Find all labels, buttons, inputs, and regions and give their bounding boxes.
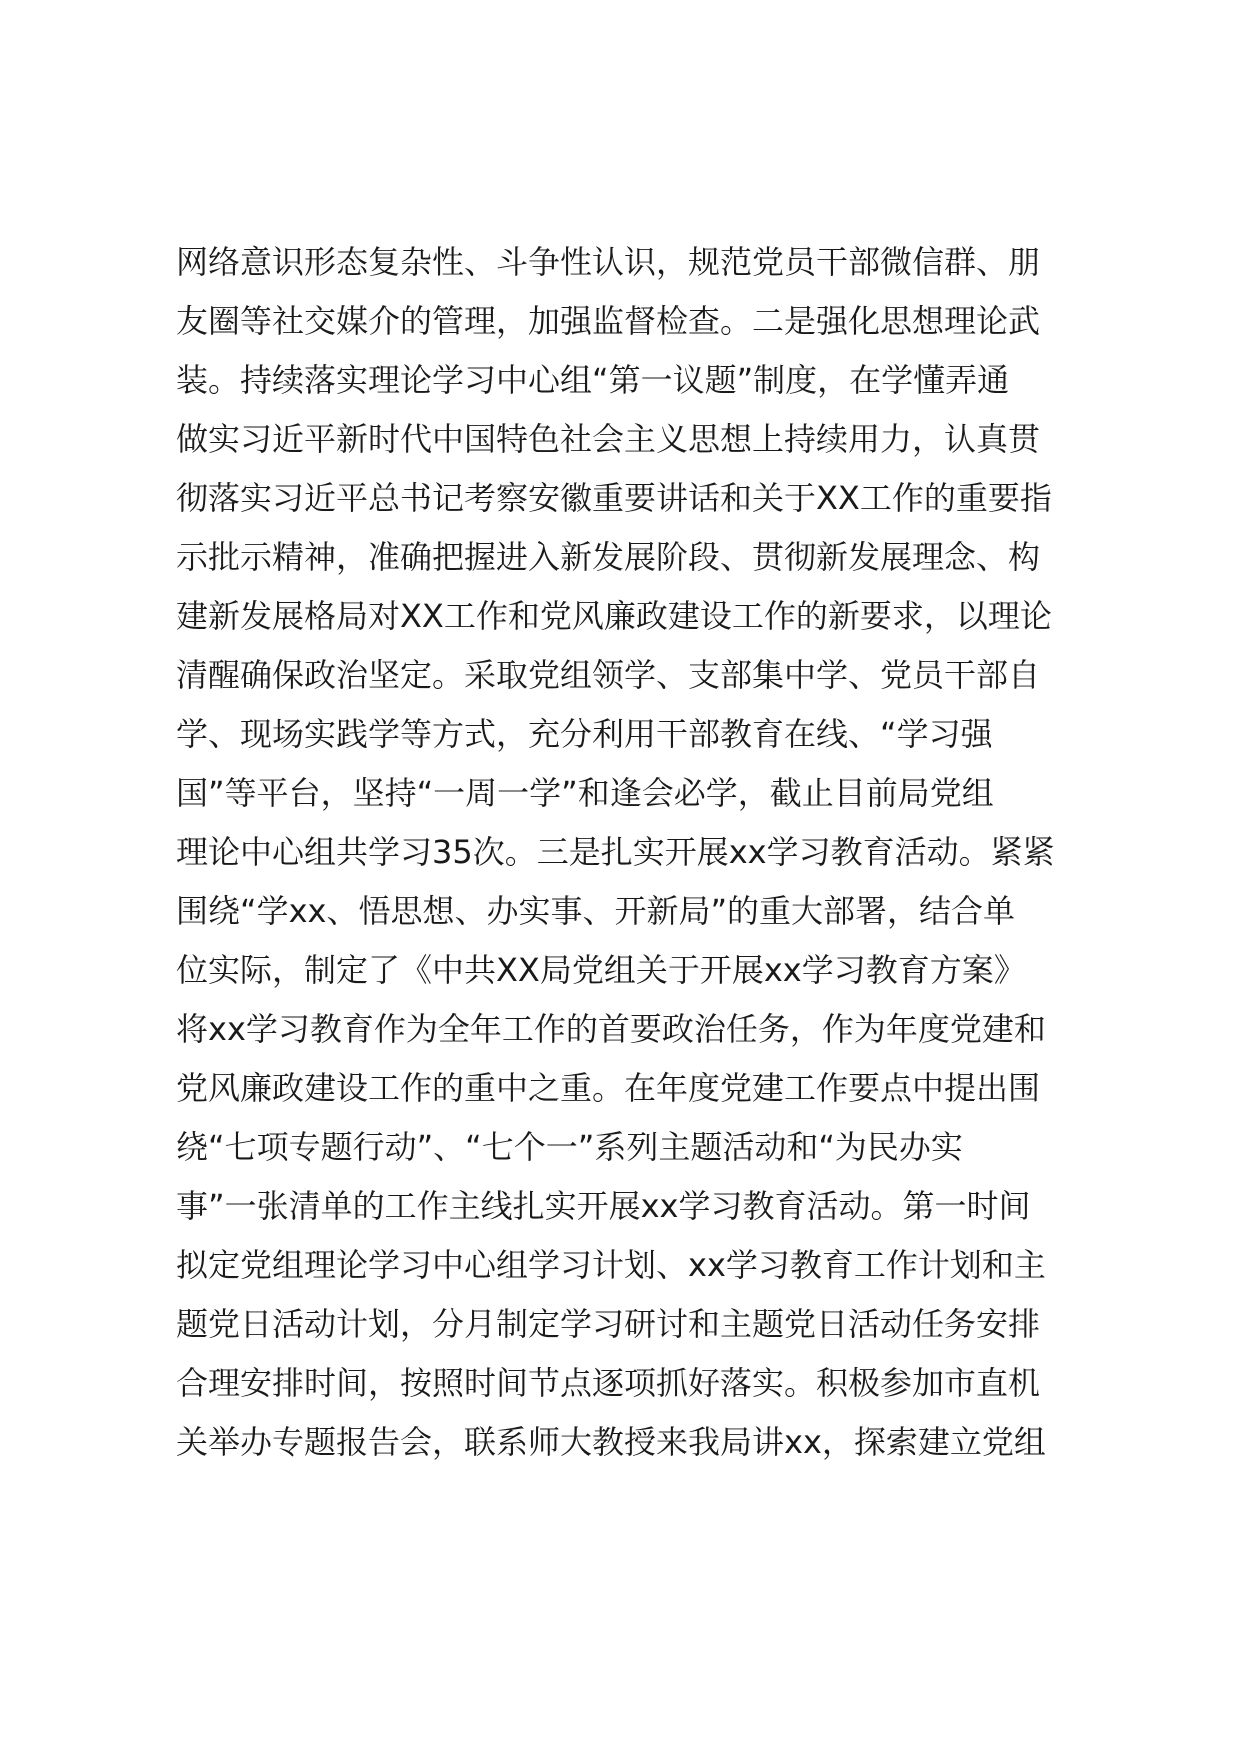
text-line: 关举办专题报告会，联系师大教授来我局讲xx，探索建立党组: [176, 1423, 1046, 1461]
text-line: 党风廉政建设工作的重中之重。在年度党建工作要点中提出围: [176, 1069, 1041, 1107]
text-line: 彻落实习近平总书记考察安徽重要讲话和关于XX工作的重要指: [176, 479, 1052, 517]
text-line: 位实际，制定了《中共XX局党组关于开展xx学习教育方案》: [176, 951, 1026, 989]
text-line: 合理安排时间，按照时间节点逐项抓好落实。积极参加市直机: [176, 1364, 1041, 1402]
text-line: 事”一张清单的工作主线扎实开展xx学习教育活动。第一时间: [176, 1187, 1031, 1225]
text-line: 拟定党组理论学习中心组学习计划、xx学习教育工作计划和主: [176, 1246, 1046, 1284]
text-line: 国”等平台，坚持“一周一学”和逢会必学，截止目前局党组: [176, 774, 994, 812]
text-line: 绕“七项专题行动”、“七个一”系列主题活动和“为民办实: [176, 1128, 963, 1166]
text-line: 做实习近平新时代中国特色社会主义思想上持续用力，认真贯: [176, 420, 1041, 458]
text-line: 装。持续落实理论学习中心组“第一议题”制度，在学懂弄通: [176, 361, 1010, 399]
text-line: 建新发展格局对XX工作和党风廉政建设工作的新要求，以理论: [176, 597, 1052, 635]
text-line: 友圈等社交媒介的管理，加强监督检查。二是强化思想理论武: [176, 302, 1041, 340]
text-line: 围绕“学xx、悟思想、办实事、开新局”的重大部署，结合单: [176, 892, 1016, 930]
body-text: [176, 233, 1116, 1472]
text-line: 清醒确保政治坚定。采取党组领学、支部集中学、党员干部自: [176, 656, 1041, 694]
text-line: 将xx学习教育作为全年工作的首要政治任务，作为年度党建和: [176, 1010, 1046, 1048]
text-line: 理论中心组共学习35次。三是扎实开展xx学习教育活动。紧紧: [176, 833, 1055, 871]
text-line: 示批示精神，准确把握进入新发展阶段、贯彻新发展理念、构: [176, 538, 1041, 576]
text-line: 题党日活动计划，分月制定学习研讨和主题党日活动任务安排: [176, 1305, 1041, 1343]
text-line: 学、现场实践学等方式，充分利用干部教育在线、“学习强: [176, 715, 993, 753]
text-line: 网络意识形态复杂性、斗争性认识，规范党员干部微信群、朋: [176, 243, 1041, 281]
